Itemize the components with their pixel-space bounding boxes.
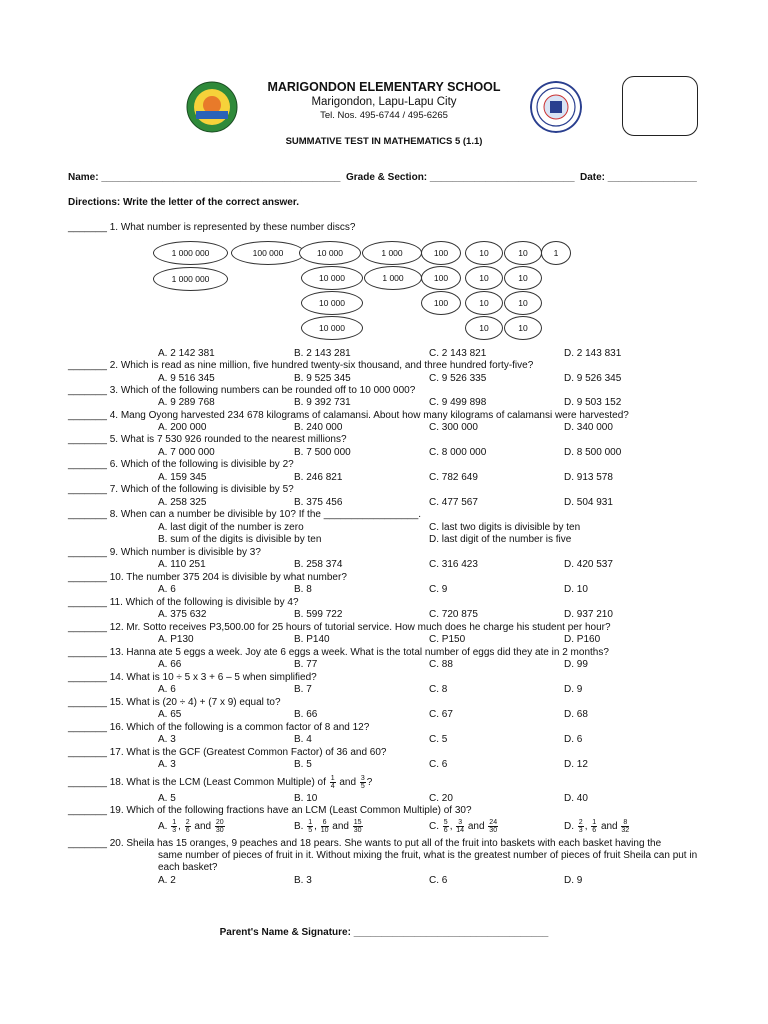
option-d: D. $\frac{2}{3}$ , $\frac{1}{6}$ and $\frac{8}{32}$ (564, 819, 630, 834)
option-a: A. 258 325 (158, 497, 207, 508)
option-d: D. 9 503 152 (564, 397, 622, 408)
option-d: D. 12 (564, 759, 588, 770)
question-16: _______ 16. Which of the following is a common factor of 8 and 12? (68, 722, 370, 733)
option-c: C. 6 (429, 875, 448, 886)
option-b: B. 77 (294, 659, 318, 670)
question-9: _______ 9. Which number is divisible by 3? (68, 547, 261, 558)
disc: 10 (504, 241, 542, 265)
option-b: B. sum of the digits is divisible by ten (158, 534, 322, 545)
option-a: A. 2 142 381 (158, 348, 215, 359)
disc: 10 (504, 266, 542, 290)
option-a: A. last digit of the number is zero (158, 522, 304, 533)
option-a: A. 3 (158, 734, 176, 745)
option-b: B. P140 (294, 634, 330, 645)
option-a: A. 2 (158, 875, 176, 886)
question-18: _______ 18. What is the LCM (Least Common Multiple) of $\frac{1}{4}$ and $\frac{3}{5}$ ? (68, 775, 373, 790)
option-c: C. 720 875 (429, 609, 478, 620)
question-11: _______ 11. Which of the following is divisible by 4? (68, 597, 299, 608)
option-d: D. 8 500 000 (564, 447, 622, 458)
name-field[interactable]: Name: ___________________________________________ (68, 172, 341, 183)
option-b: B. 9 525 345 (294, 373, 351, 384)
question-18-text: _______ 18. What is the LCM (Least Common Multiple) of (68, 777, 326, 789)
option-b: B. 4 (294, 734, 312, 745)
disc: 10 (465, 241, 503, 265)
option-c: C. 316 423 (429, 559, 478, 570)
option-c: C. 9 526 335 (429, 373, 487, 384)
option-b: B. 5 (294, 759, 312, 770)
option-a: A. 65 (158, 709, 182, 720)
option-b: B. 3 (294, 875, 312, 886)
option-c: C. 477 567 (429, 497, 478, 508)
option-c: C. P150 (429, 634, 466, 645)
option-c: C. 9 (429, 584, 448, 595)
option-a: A. 3 (158, 759, 176, 770)
disc: 10 (504, 316, 542, 340)
option-b: B. 599 722 (294, 609, 343, 620)
disc: 1 000 000 (153, 267, 228, 291)
option-d: D. last digit of the number is five (429, 534, 572, 545)
option-d: D. 6 (564, 734, 583, 745)
question-8: _______ 8. When can a number be divisible by 10? If the _________________. (68, 509, 422, 520)
disc: 10 (465, 291, 503, 315)
option-c: C. 8 (429, 684, 448, 695)
option-c: C. 88 (429, 659, 453, 670)
disc: 1 000 (362, 241, 422, 265)
question-4: _______ 4. Mang Oyong harvested 234 678 kilograms of calamansi. About how many kilograms of calamansi were harvested? (68, 410, 629, 421)
test-title: SUMMATIVE TEST IN MATHEMATICS 5 (1.1) (285, 136, 483, 147)
grade-section-field[interactable]: Grade & Section: __________________________ (346, 172, 575, 183)
option-a: A. $\frac{1}{3}$ , $\frac{2}{6}$ and $\frac{20}{30}$ (158, 819, 224, 834)
question-13: _______ 13. Hanna ate 5 eggs a week. Joy ate 6 eggs a week. What is the total number of eggs did they ate in 2 months? (68, 647, 609, 658)
fraction: $\frac{3}{5}$ (360, 775, 365, 790)
question-5: _______ 5. What is 7 530 926 rounded to the nearest millions? (68, 434, 347, 445)
disc: 100 000 (231, 241, 305, 265)
option-a: A. 5 (158, 793, 176, 804)
option-c: C. 8 000 000 (429, 447, 487, 458)
option-d: D. 2 143 831 (564, 348, 622, 359)
option-a: A. 9 516 345 (158, 373, 215, 384)
disc: 1 000 (364, 266, 422, 290)
option-c: C. 5 (429, 734, 448, 745)
option-a: A. 200 000 (158, 422, 207, 433)
option-d: D. 68 (564, 709, 588, 720)
question-20: _______ 20. Sheila has 15 oranges, 9 peaches and 18 pears. She wants to put all of the fruit into baskets with each basket having the (68, 838, 662, 849)
disc: 1 000 000 (153, 241, 228, 265)
option-c: C. 6 (429, 759, 448, 770)
school-tel: Tel. Nos. 495-6744 / 495-6265 (320, 110, 448, 121)
option-d: D. P160 (564, 634, 601, 645)
option-d: D. 40 (564, 793, 588, 804)
option-a: A. 110 251 (158, 559, 206, 570)
option-d: D. 913 578 (564, 472, 613, 483)
option-d: D. 10 (564, 584, 588, 595)
option-b: B. 8 (294, 584, 312, 595)
disc: 1 (541, 241, 571, 265)
option-a: A. 66 (158, 659, 182, 670)
question-10: _______ 10. The number 375 204 is divisible by what number? (68, 572, 347, 583)
question-6: _______ 6. Which of the following is divisible by 2? (68, 459, 294, 470)
option-b: B. 66 (294, 709, 318, 720)
question-14: _______ 14. What is 10 ÷ 5 x 3 + 6 – 5 when simplified? (68, 672, 317, 683)
option-c: C. 20 (429, 793, 453, 804)
option-a: A. 375 632 (158, 609, 207, 620)
question-2: _______ 2. Which is read as nine million, five hundred twenty-six thousand, and three hundred forty-five? (68, 360, 534, 371)
option-a: A. 9 289 768 (158, 397, 215, 408)
option-a: A. 159 345 (158, 472, 207, 483)
option-b: B. $\frac{1}{5}$ , $\frac{6}{10}$ and $\frac{15}{30}$ (294, 819, 362, 834)
question-12: _______ 12. Mr. Sotto receives P3,500.00 for 25 hours of tutorial service. How much does he charge his student per hour? (68, 622, 611, 633)
option-a: A. 6 (158, 684, 176, 695)
option-c: C. 2 143 821 (429, 348, 487, 359)
school-name: MARIGONDON ELEMENTARY SCHOOL (267, 80, 501, 94)
option-c: C. $\frac{5}{6}$ , $\frac{3}{14}$ and $\frac{24}{30}$ (429, 819, 498, 834)
disc: 10 000 (301, 316, 363, 340)
option-c: C. 782 649 (429, 472, 478, 483)
option-d: D. 340 000 (564, 422, 613, 433)
disc: 100 (421, 291, 461, 315)
option-c: C. last two digits is divisible by ten (429, 522, 581, 533)
option-a: A. P130 (158, 634, 194, 645)
date-field[interactable]: Date: ________________ (580, 172, 697, 183)
parent-signature-field[interactable]: Parent's Name & Signature: ___________________________________ (219, 927, 549, 938)
question-17: _______ 17. What is the GCF (Greatest Common Factor) of 36 and 60? (68, 747, 387, 758)
disc: 10 (504, 291, 542, 315)
option-d: D. 504 931 (564, 497, 613, 508)
option-d: D. 9 (564, 684, 583, 695)
question-15: _______ 15. What is (20 ÷ 4) + (7 x 9) equal to? (68, 697, 281, 708)
question-19: _______ 19. Which of the following fractions have an LCM (Least Common Multiple) of 30? (68, 805, 472, 816)
option-b: B. 246 821 (294, 472, 343, 483)
question-7: _______ 7. Which of the following is divisible by 5? (68, 484, 294, 495)
disc: 10 000 (301, 266, 363, 290)
question-3: _______ 3. Which of the following numbers can be rounded off to 10 000 000? (68, 385, 416, 396)
option-b: B. 10 (294, 793, 318, 804)
question-1: _______ 1. What number is represented by these number discs? (68, 222, 356, 233)
option-c: C. 9 499 898 (429, 397, 487, 408)
disc: 100 (421, 266, 461, 290)
option-b: B. 258 374 (294, 559, 343, 570)
option-b: B. 240 000 (294, 422, 343, 433)
option-d: D. 9 526 345 (564, 373, 622, 384)
disc: 10 (465, 266, 503, 290)
option-d: D. 937 210 (564, 609, 613, 620)
disc: 10 000 (299, 241, 361, 265)
option-b: B. 375 456 (294, 497, 343, 508)
option-d: D. 9 (564, 875, 583, 886)
option-b: B. 7 500 000 (294, 447, 351, 458)
directions: Directions: Write the letter of the correct answer. (68, 197, 299, 208)
option-d: D. 99 (564, 659, 588, 670)
disc: 10 (465, 316, 503, 340)
option-a: A. 6 (158, 584, 176, 595)
option-b: B. 9 392 731 (294, 397, 351, 408)
option-c: C. 300 000 (429, 422, 478, 433)
option-c: C. 67 (429, 709, 453, 720)
question-20-line-3: each basket? (158, 862, 218, 873)
disc: 100 (421, 241, 461, 265)
fraction: $\frac{1}{4}$ (330, 775, 335, 790)
option-b: B. 7 (294, 684, 312, 695)
school-address: Marigondon, Lapu-Lapu City (311, 96, 457, 108)
disc: 10 000 (301, 291, 363, 315)
question-20-line-2: same number of pieces of fruit in it. Without mixing the fruit, what is the greatest number of pieces of fruit Sheila can put in (158, 850, 698, 861)
option-a: A. 7 000 000 (158, 447, 215, 458)
option-b: B. 2 143 281 (294, 348, 351, 359)
option-d: D. 420 537 (564, 559, 613, 570)
